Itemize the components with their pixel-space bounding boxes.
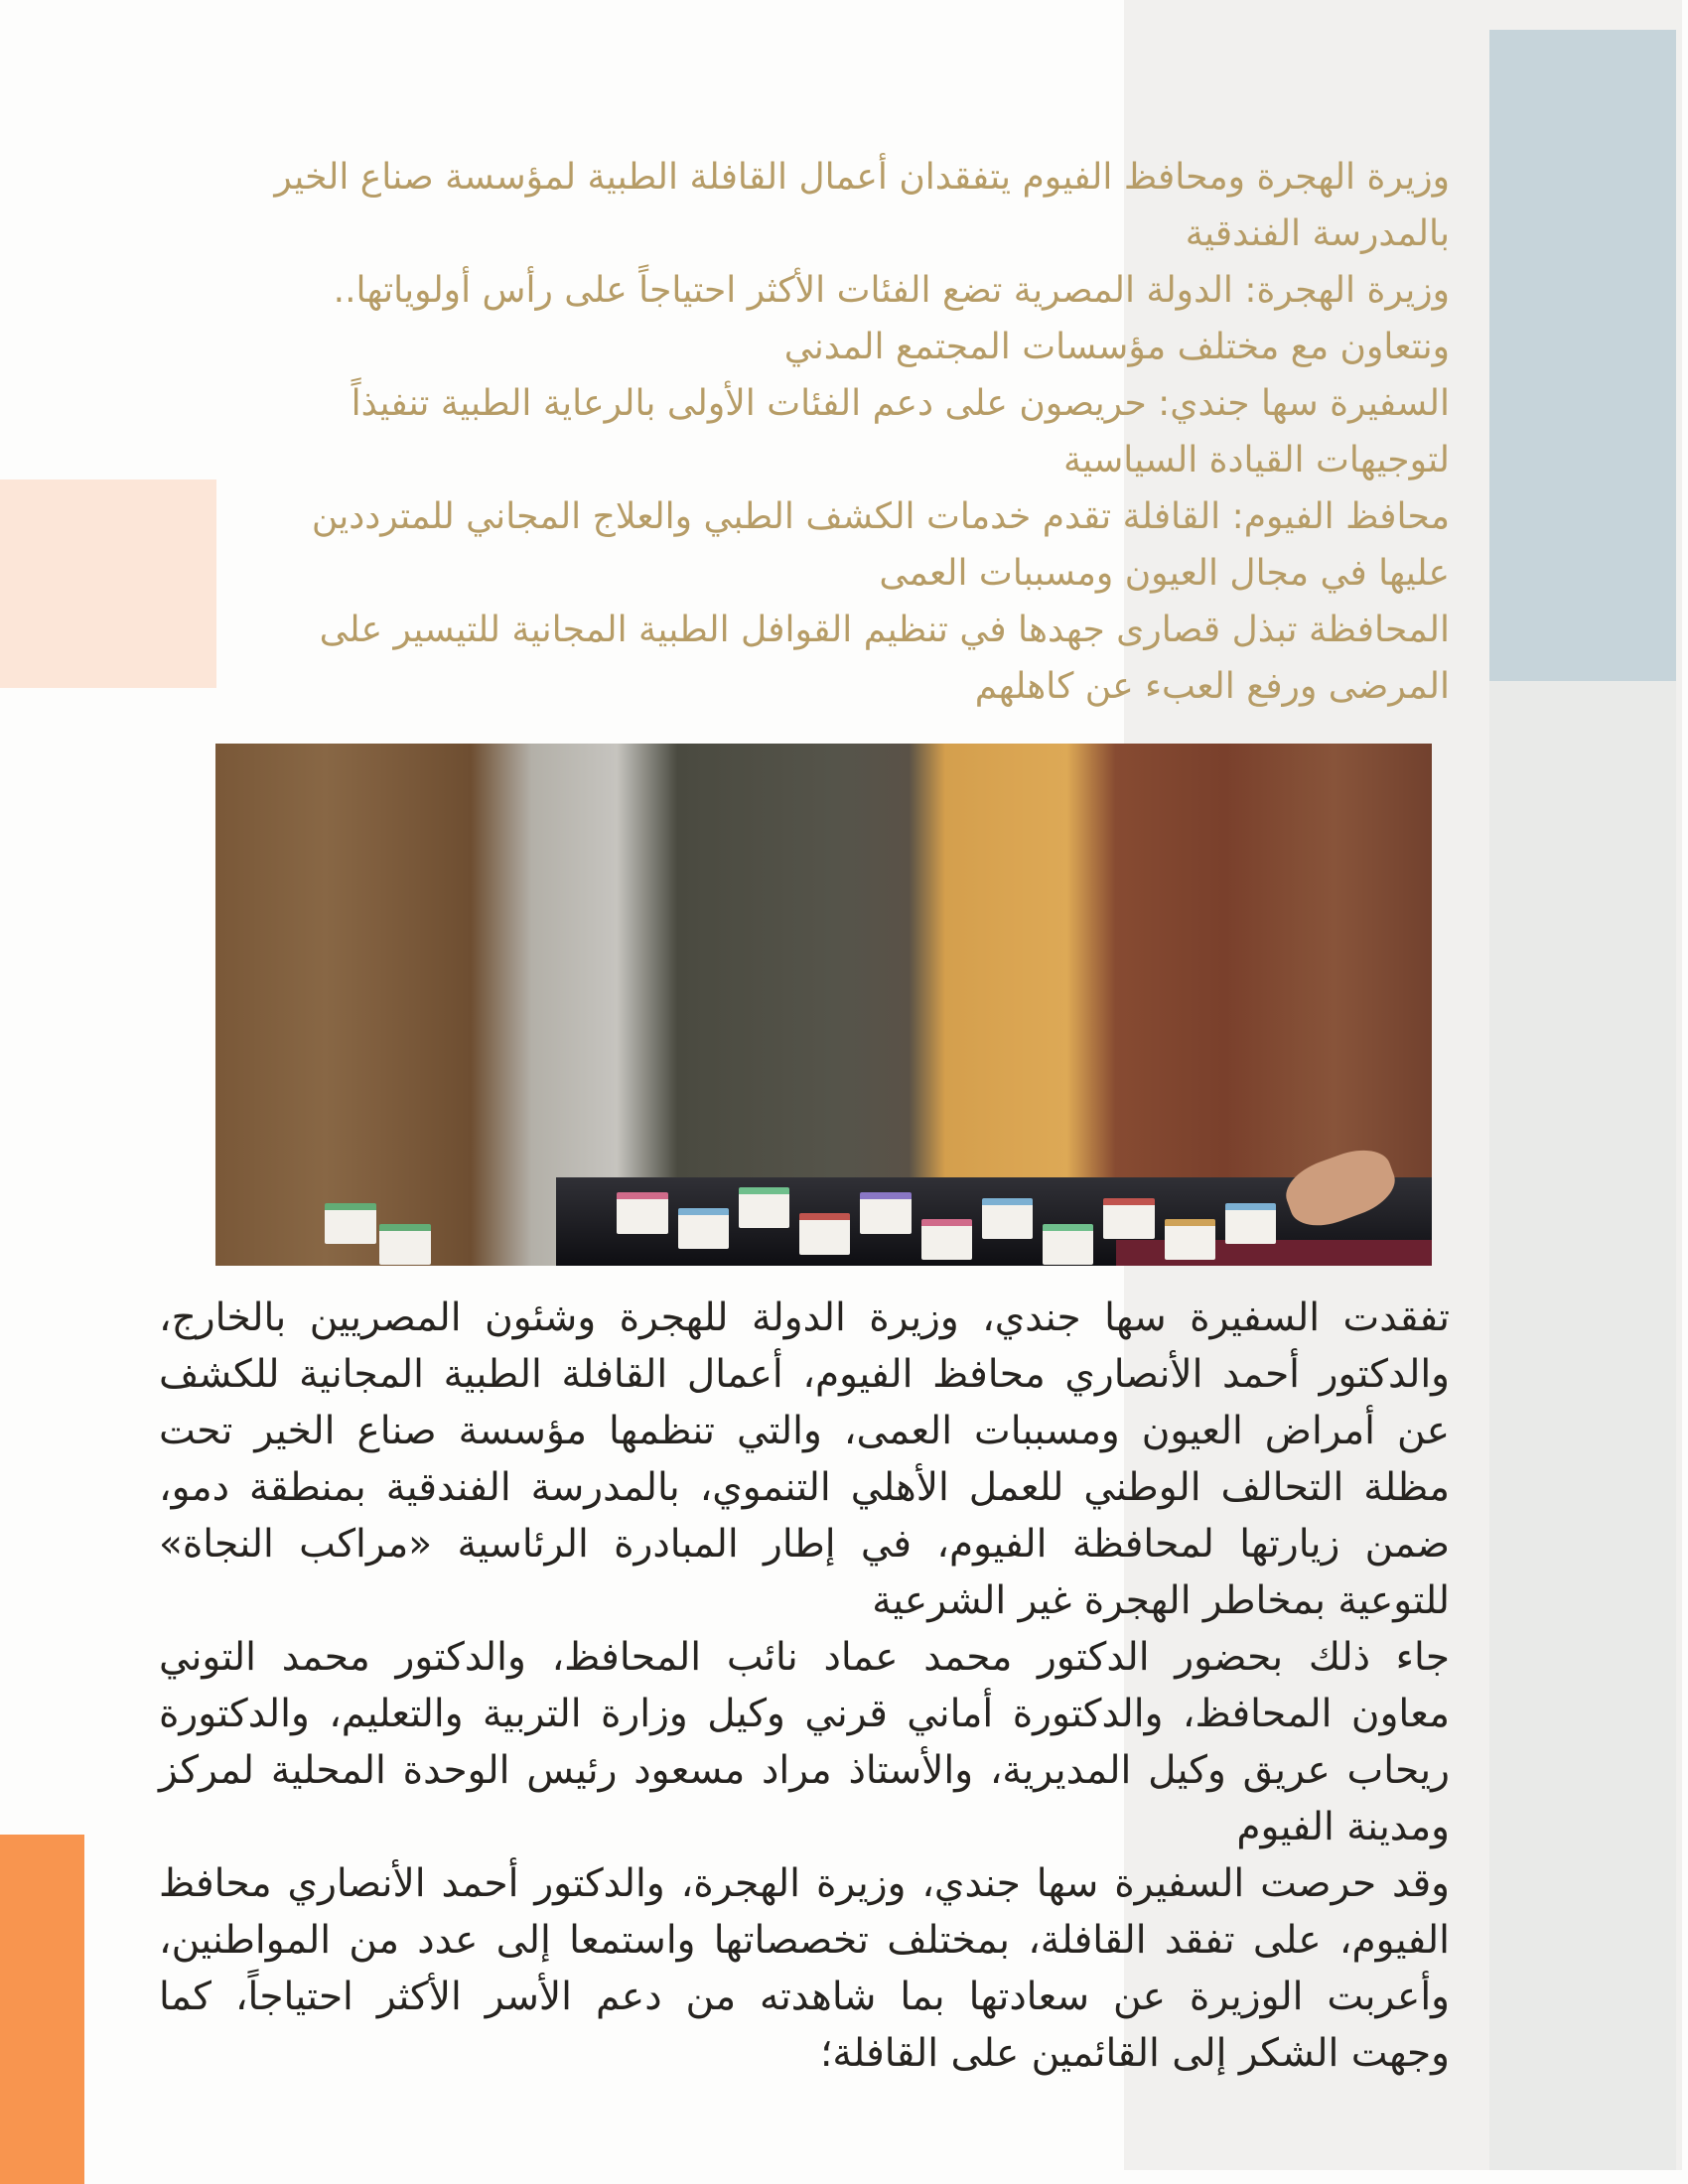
headline-line: السفيرة سها جندي: حريصون على دعم الفئات الأولى بالرعاية الطبية تنفيذاً [351,383,1450,424]
medicine-box [1103,1198,1154,1239]
blue-decor-block [1489,30,1676,681]
medicine-box [1225,1203,1276,1244]
medicine-box [678,1208,729,1249]
body-line: وأعربت الوزيرة عن سعادتها بما شاهدته من دعم الأسر الأكثر احتياجاً، كما [159,1975,1450,2019]
headline-line: بالمدرسة الفندقية [1185,213,1450,254]
body-line: وجهت الشكر إلى القائمين على القافلة؛ [819,2031,1450,2076]
medicine-box [1165,1219,1215,1260]
body-line: للتوعية بمخاطر الهجرة غير الشرعية [872,1578,1450,1623]
body-line: والدكتور أحمد الأنصاري محافظ الفيوم، أعمال القافلة الطبية المجانية للكشف [159,1352,1450,1397]
medicine-box [799,1213,850,1254]
article-body [159,1290,1450,2082]
headline-line: المرضى ورفع العبء عن كاهلهم [974,666,1450,707]
medicine-box [1043,1224,1093,1265]
headline-line: المحافظة تبذل قصارى جهدها في تنظيم القوافل الطبية المجانية للتيسير على [319,610,1450,650]
medicine-box [379,1224,430,1265]
body-line: جاء ذلك بحضور الدكتور محمد عماد نائب المحافظ، والدكتور محمد التوني [159,1635,1450,1680]
body-line: عن أمراض العيون ومسببات العمى، والتي تنظمها مؤسسة صناع الخير تحت [159,1409,1450,1453]
headline-line: وزيرة الهجرة: الدولة المصرية تضع الفئات الأكثر احتياجاً على رأس أولوياتها.. [333,270,1450,311]
body-line: معاون المحافظ، والدكتورة أماني قرني وكيل وزارة التربية والتعليم، والدكتورة [159,1692,1450,1736]
medicine-box [921,1219,972,1260]
article-photo [215,744,1432,1266]
orange-decor-block [0,1835,84,2184]
photo-scene [215,744,1432,1266]
medicine-box [860,1192,911,1233]
headline-line: عليها في مجال العيون ومسببات العمى [879,553,1450,594]
headline-line: وزيرة الهجرة ومحافظ الفيوم يتفقدان أعمال القافلة الطبية لمؤسسة صناع الخير [274,157,1450,198]
body-line: ومدينة الفيوم [1236,1805,1450,1849]
body-line: وقد حرصت السفيرة سها جندي، وزيرة الهجرة، والدكتور أحمد الأنصاري محافظ [159,1861,1450,1906]
body-line: ضمن زيارتها لمحافظة الفيوم، في إطار المبادرة الرئاسية «مراكب النجاة» [159,1522,1450,1567]
article-headline [159,149,1450,715]
medicine-box [982,1198,1033,1239]
headline-line: ونتعاون مع مختلف مؤسسات المجتمع المدني [783,327,1450,367]
headline-line: لتوجيهات القيادة السياسية [1062,440,1450,480]
body-line: تفقدت السفيرة سها جندي، وزيرة الدولة للهجرة وشئون المصريين بالخارج، [159,1296,1450,1340]
body-line: ريحاب عريق وكيل المديرية، والأستاذ مراد مسعود رئيس الوحدة المحلية لمركز [159,1748,1450,1793]
medicine-box [325,1203,375,1244]
right-gray-column [1489,679,1676,2170]
medicine-box [617,1192,667,1233]
medicine-box [739,1187,789,1228]
body-line: مظلة التحالف الوطني للعمل الأهلي التنموي، بالمدرسة الفندقية بمنطقة دمو، [159,1465,1450,1510]
headline-line: محافظ الفيوم: القافلة تقدم خدمات الكشف الطبي والعلاج المجاني للمترددين [311,496,1450,537]
body-line: الفيوم، على تفقد القافلة، بمختلف تخصصاتها واستمعا إلى عدد من المواطنين، [159,1918,1450,1963]
